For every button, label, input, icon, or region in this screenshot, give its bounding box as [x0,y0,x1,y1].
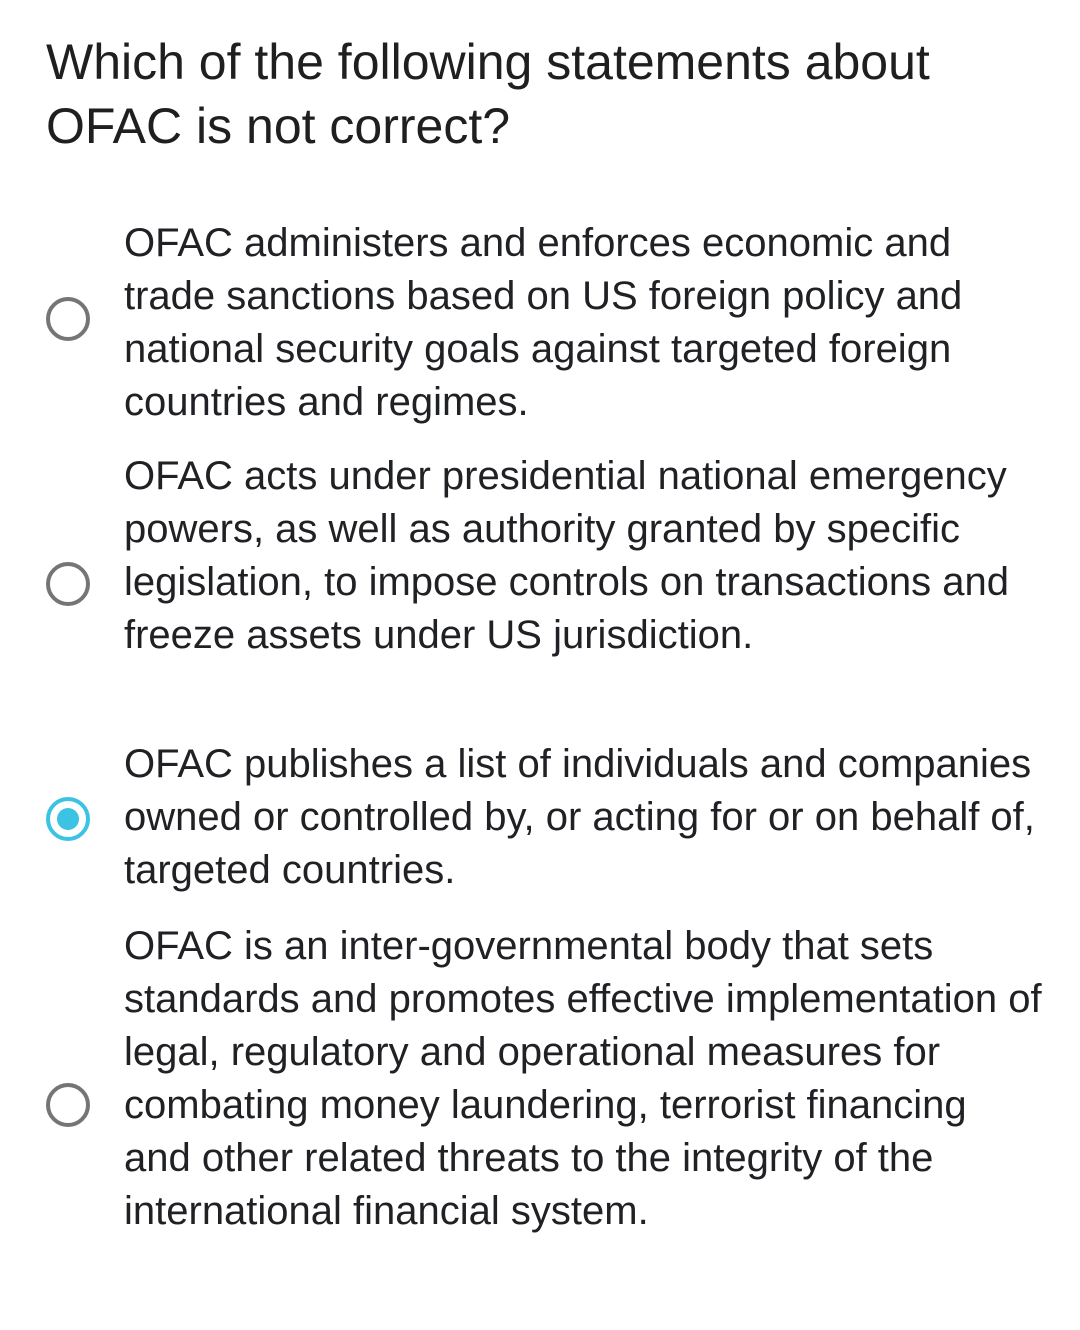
radio-button-4[interactable] [46,1083,90,1127]
option-4-text: OFAC is an inter-governmental body that sets standards and promotes effective implementation of legal, regulatory and operational measures for combating money laundering, terrorist financing and other related threats to the integrity of the international financial system. [124,924,1042,1233]
option-1-text: OFAC administers and enforces economic and trade sanctions based on US foreign policy and national security goals against targeted foreign countries and regimes. [124,221,963,424]
option-2-text: OFAC acts under presidential national emergency powers, as well as authority granted by specific legislation, to impose controls on transactions and freeze assets under US jurisdiction. [124,454,1009,657]
radio-dot-icon [57,808,79,830]
radio-button-1[interactable] [46,297,90,341]
radio-button-2[interactable] [46,562,90,606]
question-text: Which of the following statements about OFAC is not correct? [46,34,930,154]
option-3-text: OFAC publishes a list of individuals and companies owned or controlled by, or acting for or on behalf of, targeted countries. [124,742,1035,892]
radio-button-3[interactable] [46,797,90,841]
